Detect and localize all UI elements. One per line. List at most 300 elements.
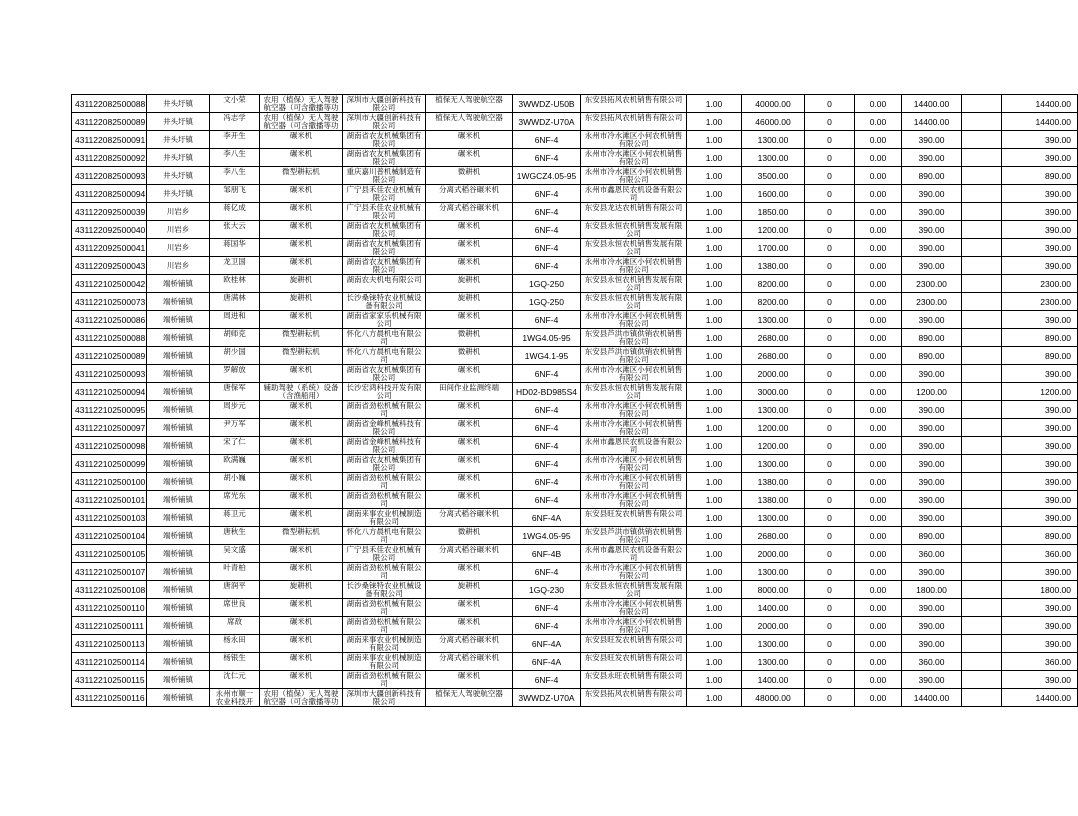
v1-cell: 0 xyxy=(805,239,855,257)
table-row xyxy=(72,527,1078,545)
dealer-cell: 东安县龙达农机销售有限公司 xyxy=(581,203,687,221)
maker-cell: 湖南省劲松机械有限公司 xyxy=(343,671,426,689)
town-cell: 端桥铺镇 xyxy=(147,473,210,491)
dealer-cell: 东安县拓风农机销售有限公司 xyxy=(581,689,687,707)
v1-cell: 0 xyxy=(805,671,855,689)
blank-cell xyxy=(962,95,1002,113)
dealer-cell: 永州市鑫恩民农机设备有限公司 xyxy=(581,437,687,455)
table-row xyxy=(72,347,1078,365)
dealer-cell: 东安县永恒农机销售发展有限公司 xyxy=(581,293,687,311)
price-cell: 3500.00 xyxy=(742,167,805,185)
v1-cell: 0 xyxy=(805,95,855,113)
name-cell: 席敌 xyxy=(210,617,260,635)
v1-cell: 0 xyxy=(805,527,855,545)
table-row xyxy=(72,689,1078,707)
v1-cell: 0 xyxy=(805,347,855,365)
id-cell: 431122102500097 xyxy=(72,419,147,437)
id-cell: 431122102500088 xyxy=(72,329,147,347)
id-cell: 431122102500101 xyxy=(72,491,147,509)
item-cell: 碾米机 xyxy=(260,617,343,635)
v2-cell: 0.00 xyxy=(855,455,902,473)
type-cell: 碾米机 xyxy=(426,671,513,689)
town-cell: 端桥铺镇 xyxy=(147,491,210,509)
dealer-cell: 永州市冷水滩区小何农机销售有限公司 xyxy=(581,167,687,185)
v1-cell: 0 xyxy=(805,419,855,437)
model-cell: 6NF-4 xyxy=(513,455,581,473)
maker-cell: 广宁县禾佳农业机械有限公司 xyxy=(343,203,426,221)
id-cell: 431122102500116 xyxy=(72,689,147,707)
item-cell: 碾米机 xyxy=(260,419,343,437)
dealer-cell: 东安县永恒农机销售发展有限公司 xyxy=(581,239,687,257)
price-cell: 1300.00 xyxy=(742,563,805,581)
model-cell: 3WWDZ-U50B xyxy=(513,95,581,113)
v2-cell: 0.00 xyxy=(855,239,902,257)
price-cell: 8200.00 xyxy=(742,293,805,311)
town-cell: 端桥铺镇 xyxy=(147,311,210,329)
type-cell: 分离式稻谷碾米机 xyxy=(426,203,513,221)
qty-cell: 1.00 xyxy=(687,113,742,131)
subsidy-cell: 390.00 xyxy=(902,491,962,509)
model-cell: 6NF-4A xyxy=(513,635,581,653)
name-cell: 文小荣 xyxy=(210,95,260,113)
type-cell: 碾米机 xyxy=(426,437,513,455)
total-cell: 390.00 xyxy=(1002,149,1078,167)
dealer-cell: 永州市鑫恩民农机设备有限公司 xyxy=(581,185,687,203)
model-cell: 6NF-4 xyxy=(513,491,581,509)
name-cell: 杨永田 xyxy=(210,635,260,653)
id-cell: 431122082500088 xyxy=(72,95,147,113)
name-cell: 张大云 xyxy=(210,221,260,239)
id-cell: 431122092500039 xyxy=(72,203,147,221)
v2-cell: 0.00 xyxy=(855,689,902,707)
table-row xyxy=(72,419,1078,437)
v1-cell: 0 xyxy=(805,437,855,455)
model-cell: 1GQ-250 xyxy=(513,293,581,311)
type-cell: 碾米机 xyxy=(426,239,513,257)
qty-cell: 1.00 xyxy=(687,149,742,167)
model-cell: 1WG4.1-95 xyxy=(513,347,581,365)
v1-cell: 0 xyxy=(805,167,855,185)
qty-cell: 1.00 xyxy=(687,347,742,365)
type-cell: 旋耕机 xyxy=(426,293,513,311)
name-cell: 唐满林 xyxy=(210,293,260,311)
subsidy-cell: 390.00 xyxy=(902,419,962,437)
qty-cell: 1.00 xyxy=(687,527,742,545)
price-cell: 1380.00 xyxy=(742,491,805,509)
blank-cell xyxy=(962,455,1002,473)
v1-cell: 0 xyxy=(805,113,855,131)
town-cell: 川岩乡 xyxy=(147,257,210,275)
dealer-cell: 永州市冷水滩区小何农机销售有限公司 xyxy=(581,365,687,383)
dealer-cell: 东安县芦洪市镇供销农机销售有限公司 xyxy=(581,347,687,365)
id-cell: 431122102500115 xyxy=(72,671,147,689)
model-cell: 6NF-4 xyxy=(513,185,581,203)
table-row xyxy=(72,311,1078,329)
model-cell: 6NF-4 xyxy=(513,239,581,257)
type-cell: 碾米机 xyxy=(426,455,513,473)
blank-cell xyxy=(962,545,1002,563)
table-row xyxy=(72,149,1078,167)
maker-cell: 湖南来事农业机械制造有限公司 xyxy=(343,653,426,671)
table-row xyxy=(72,113,1078,131)
town-cell: 端桥铺镇 xyxy=(147,437,210,455)
blank-cell xyxy=(962,329,1002,347)
qty-cell: 1.00 xyxy=(687,329,742,347)
type-cell: 微耕机 xyxy=(426,329,513,347)
type-cell: 微耕机 xyxy=(426,167,513,185)
town-cell: 端桥铺镇 xyxy=(147,545,210,563)
town-cell: 端桥铺镇 xyxy=(147,329,210,347)
item-cell: 碾米机 xyxy=(260,311,343,329)
price-cell: 1200.00 xyxy=(742,221,805,239)
maker-cell: 广宁县禾佳农业机械有限公司 xyxy=(343,545,426,563)
town-cell: 端桥铺镇 xyxy=(147,419,210,437)
name-cell: 席光东 xyxy=(210,491,260,509)
maker-cell: 湖南来事农业机械制造有限公司 xyxy=(343,635,426,653)
town-cell: 井头圩镇 xyxy=(147,113,210,131)
blank-cell xyxy=(962,473,1002,491)
total-cell: 390.00 xyxy=(1002,509,1078,527)
v2-cell: 0.00 xyxy=(855,329,902,347)
item-cell: 微型耕耘机 xyxy=(260,347,343,365)
id-cell: 431122082500091 xyxy=(72,131,147,149)
type-cell: 碾米机 xyxy=(426,617,513,635)
table-row xyxy=(72,275,1078,293)
dealer-cell: 永州市冷水滩区小何农机销售有限公司 xyxy=(581,455,687,473)
price-cell: 1300.00 xyxy=(742,455,805,473)
item-cell: 农用（植保）无人驾驶航空器（可含撒播等功 xyxy=(260,113,343,131)
type-cell: 植保无人驾驶航空器 xyxy=(426,689,513,707)
price-cell: 2000.00 xyxy=(742,545,805,563)
model-cell: 1GQ-230 xyxy=(513,581,581,599)
table-row xyxy=(72,239,1078,257)
type-cell: 旋耕机 xyxy=(426,275,513,293)
dealer-cell: 永州市鑫恩民农机设备有限公司 xyxy=(581,545,687,563)
name-cell: 龙卫国 xyxy=(210,257,260,275)
maker-cell: 长沙宏鸿科技开发有限公司 xyxy=(343,383,426,401)
type-cell: 微耕机 xyxy=(426,527,513,545)
town-cell: 端桥铺镇 xyxy=(147,653,210,671)
type-cell: 分离式稻谷碾米机 xyxy=(426,185,513,203)
total-cell: 1800.00 xyxy=(1002,581,1078,599)
town-cell: 井头圩镇 xyxy=(147,185,210,203)
v1-cell: 0 xyxy=(805,563,855,581)
v1-cell: 0 xyxy=(805,689,855,707)
dealer-cell: 永州市冷水滩区小何农机销售有限公司 xyxy=(581,617,687,635)
blank-cell xyxy=(962,419,1002,437)
subsidy-cell: 890.00 xyxy=(902,527,962,545)
type-cell: 分离式稻谷碾米机 xyxy=(426,509,513,527)
total-cell: 14400.00 xyxy=(1002,689,1078,707)
total-cell: 390.00 xyxy=(1002,221,1078,239)
total-cell: 890.00 xyxy=(1002,329,1078,347)
blank-cell xyxy=(962,149,1002,167)
v1-cell: 0 xyxy=(805,581,855,599)
qty-cell: 1.00 xyxy=(687,617,742,635)
item-cell: 碾米机 xyxy=(260,509,343,527)
model-cell: 6NF-4 xyxy=(513,401,581,419)
subsidy-cell: 390.00 xyxy=(902,203,962,221)
blank-cell xyxy=(962,401,1002,419)
total-cell: 1200.00 xyxy=(1002,383,1078,401)
subsidy-cell: 390.00 xyxy=(902,257,962,275)
town-cell: 川岩乡 xyxy=(147,239,210,257)
subsidy-cell: 390.00 xyxy=(902,149,962,167)
model-cell: 6NF-4 xyxy=(513,131,581,149)
maker-cell: 怀化八方晨机电有限公司 xyxy=(343,329,426,347)
blank-cell xyxy=(962,257,1002,275)
subsidy-cell: 2300.00 xyxy=(902,293,962,311)
maker-cell: 湖南省农友机械集团有限公司 xyxy=(343,221,426,239)
subsidy-cell: 390.00 xyxy=(902,185,962,203)
v1-cell: 0 xyxy=(805,311,855,329)
subsidy-cell: 890.00 xyxy=(902,347,962,365)
total-cell: 390.00 xyxy=(1002,203,1078,221)
subsidy-cell: 390.00 xyxy=(902,437,962,455)
model-cell: 6NF-4 xyxy=(513,599,581,617)
item-cell: 微型耕耘机 xyxy=(260,329,343,347)
name-cell: 唐润平 xyxy=(210,581,260,599)
price-cell: 1600.00 xyxy=(742,185,805,203)
maker-cell: 湖南来事农业机械制造有限公司 xyxy=(343,509,426,527)
blank-cell xyxy=(962,383,1002,401)
name-cell: 宋了仁 xyxy=(210,437,260,455)
qty-cell: 1.00 xyxy=(687,473,742,491)
qty-cell: 1.00 xyxy=(687,365,742,383)
subsidy-cell: 14400.00 xyxy=(902,689,962,707)
v1-cell: 0 xyxy=(805,257,855,275)
name-cell: 杨银生 xyxy=(210,653,260,671)
table-row xyxy=(72,131,1078,149)
dealer-cell: 东安县永恒农机销售发展有限公司 xyxy=(581,581,687,599)
price-cell: 1300.00 xyxy=(742,149,805,167)
blank-cell xyxy=(962,563,1002,581)
item-cell: 碾米机 xyxy=(260,203,343,221)
v1-cell: 0 xyxy=(805,221,855,239)
model-cell: 1WG4.05-95 xyxy=(513,329,581,347)
item-cell: 农用（植保）无人驾驶航空器（可含撒播等功 xyxy=(260,689,343,707)
maker-cell: 湖南省劲松机械有限公司 xyxy=(343,599,426,617)
id-cell: 431122102500110 xyxy=(72,599,147,617)
type-cell: 植保无人驾驶航空器 xyxy=(426,113,513,131)
dealer-cell: 永州市冷水滩区小何农机销售有限公司 xyxy=(581,401,687,419)
subsidy-cell: 1200.00 xyxy=(902,383,962,401)
dealer-cell: 东安县永恒农机销售发展有限公司 xyxy=(581,275,687,293)
blank-cell xyxy=(962,653,1002,671)
table-row xyxy=(72,509,1078,527)
id-cell: 431122102500093 xyxy=(72,365,147,383)
id-cell: 431122102500098 xyxy=(72,437,147,455)
subsidy-cell: 390.00 xyxy=(902,221,962,239)
v2-cell: 0.00 xyxy=(855,275,902,293)
maker-cell: 湖南省劲松机械有限公司 xyxy=(343,401,426,419)
blank-cell xyxy=(962,275,1002,293)
maker-cell: 怀化八方晨机电有限公司 xyxy=(343,347,426,365)
maker-cell: 长沙桑铼特农业机械设备有限公司 xyxy=(343,293,426,311)
dealer-cell: 东安县旺发农机销售有限公司 xyxy=(581,635,687,653)
v2-cell: 0.00 xyxy=(855,293,902,311)
price-cell: 1300.00 xyxy=(742,509,805,527)
subsidy-cell: 390.00 xyxy=(902,509,962,527)
subsidy-cell: 390.00 xyxy=(902,311,962,329)
town-cell: 端桥铺镇 xyxy=(147,455,210,473)
v2-cell: 0.00 xyxy=(855,167,902,185)
model-cell: 6NF-4 xyxy=(513,149,581,167)
id-cell: 431122102500086 xyxy=(72,311,147,329)
qty-cell: 1.00 xyxy=(687,239,742,257)
qty-cell: 1.00 xyxy=(687,653,742,671)
subsidy-cell: 390.00 xyxy=(902,635,962,653)
model-cell: 1WG4.05-95 xyxy=(513,527,581,545)
id-cell: 431122102500108 xyxy=(72,581,147,599)
town-cell: 井头圩镇 xyxy=(147,149,210,167)
id-cell: 431122102500105 xyxy=(72,545,147,563)
price-cell: 2680.00 xyxy=(742,347,805,365)
name-cell: 唐秋生 xyxy=(210,527,260,545)
item-cell: 碾米机 xyxy=(260,491,343,509)
maker-cell: 重庆嘉川普机械制造有限公司 xyxy=(343,167,426,185)
item-cell: 碾米机 xyxy=(260,221,343,239)
maker-cell: 湖南省金峰机械科技有限公司 xyxy=(343,437,426,455)
blank-cell xyxy=(962,689,1002,707)
name-cell: 沈仁元 xyxy=(210,671,260,689)
table-body xyxy=(72,95,1078,707)
table-row xyxy=(72,563,1078,581)
qty-cell: 1.00 xyxy=(687,437,742,455)
id-cell: 431122082500094 xyxy=(72,185,147,203)
dealer-cell: 东安县永恒农机销售发展有限公司 xyxy=(581,221,687,239)
total-cell: 390.00 xyxy=(1002,311,1078,329)
total-cell: 390.00 xyxy=(1002,473,1078,491)
blank-cell xyxy=(962,203,1002,221)
dealer-cell: 永州市冷水滩区小何农机销售有限公司 xyxy=(581,563,687,581)
v1-cell: 0 xyxy=(805,401,855,419)
v2-cell: 0.00 xyxy=(855,221,902,239)
name-cell: 周进和 xyxy=(210,311,260,329)
table-row xyxy=(72,599,1078,617)
name-cell: 尹万军 xyxy=(210,419,260,437)
type-cell: 碾米机 xyxy=(426,419,513,437)
name-cell: 席世良 xyxy=(210,599,260,617)
subsidy-cell: 390.00 xyxy=(902,401,962,419)
total-cell: 390.00 xyxy=(1002,491,1078,509)
v2-cell: 0.00 xyxy=(855,365,902,383)
type-cell: 分离式稻谷碾米机 xyxy=(426,653,513,671)
type-cell: 植保无人驾驶航空器 xyxy=(426,95,513,113)
town-cell: 端桥铺镇 xyxy=(147,671,210,689)
model-cell: 3WWDZ-U70A xyxy=(513,689,581,707)
v2-cell: 0.00 xyxy=(855,419,902,437)
id-cell: 431122082500092 xyxy=(72,149,147,167)
subsidy-cell: 390.00 xyxy=(902,455,962,473)
subsidy-cell: 390.00 xyxy=(902,131,962,149)
id-cell: 431122102500094 xyxy=(72,383,147,401)
dealer-cell: 东安县芦洪市镇供销农机销售有限公司 xyxy=(581,329,687,347)
price-cell: 1380.00 xyxy=(742,257,805,275)
v1-cell: 0 xyxy=(805,509,855,527)
model-cell: 6NF-4 xyxy=(513,473,581,491)
qty-cell: 1.00 xyxy=(687,545,742,563)
blank-cell xyxy=(962,311,1002,329)
v2-cell: 0.00 xyxy=(855,347,902,365)
blank-cell xyxy=(962,509,1002,527)
v2-cell: 0.00 xyxy=(855,149,902,167)
v1-cell: 0 xyxy=(805,545,855,563)
town-cell: 井头圩镇 xyxy=(147,167,210,185)
subsidy-cell: 390.00 xyxy=(902,671,962,689)
town-cell: 端桥铺镇 xyxy=(147,401,210,419)
id-cell: 431122102500095 xyxy=(72,401,147,419)
type-cell: 碾米机 xyxy=(426,131,513,149)
price-cell: 2680.00 xyxy=(742,527,805,545)
maker-cell: 湖南省家家乐机械有限公司 xyxy=(343,311,426,329)
model-cell: 6NF-4 xyxy=(513,257,581,275)
model-cell: 6NF-4 xyxy=(513,437,581,455)
id-cell: 431122102500100 xyxy=(72,473,147,491)
town-cell: 端桥铺镇 xyxy=(147,347,210,365)
item-cell: 碾米机 xyxy=(260,455,343,473)
v1-cell: 0 xyxy=(805,365,855,383)
blank-cell xyxy=(962,671,1002,689)
name-cell: 蒋卫元 xyxy=(210,509,260,527)
name-cell: 蒋国华 xyxy=(210,239,260,257)
qty-cell: 1.00 xyxy=(687,203,742,221)
town-cell: 端桥铺镇 xyxy=(147,527,210,545)
price-cell: 1380.00 xyxy=(742,473,805,491)
table-row xyxy=(72,581,1078,599)
v2-cell: 0.00 xyxy=(855,473,902,491)
v1-cell: 0 xyxy=(805,599,855,617)
price-cell: 1300.00 xyxy=(742,653,805,671)
type-cell: 碾米机 xyxy=(426,473,513,491)
name-cell: 周步元 xyxy=(210,401,260,419)
subsidy-cell: 360.00 xyxy=(902,545,962,563)
name-cell: 冯志学 xyxy=(210,113,260,131)
total-cell: 390.00 xyxy=(1002,419,1078,437)
town-cell: 端桥铺镇 xyxy=(147,617,210,635)
total-cell: 390.00 xyxy=(1002,365,1078,383)
id-cell: 431122102500113 xyxy=(72,635,147,653)
total-cell: 390.00 xyxy=(1002,617,1078,635)
table-row xyxy=(72,455,1078,473)
table-row xyxy=(72,257,1078,275)
qty-cell: 1.00 xyxy=(687,509,742,527)
item-cell: 碾米机 xyxy=(260,653,343,671)
price-cell: 1400.00 xyxy=(742,599,805,617)
v1-cell: 0 xyxy=(805,185,855,203)
v2-cell: 0.00 xyxy=(855,581,902,599)
qty-cell: 1.00 xyxy=(687,131,742,149)
subsidy-table xyxy=(71,94,1078,707)
blank-cell xyxy=(962,347,1002,365)
total-cell: 390.00 xyxy=(1002,563,1078,581)
v2-cell: 0.00 xyxy=(855,185,902,203)
v1-cell: 0 xyxy=(805,455,855,473)
qty-cell: 1.00 xyxy=(687,689,742,707)
town-cell: 端桥铺镇 xyxy=(147,599,210,617)
v2-cell: 0.00 xyxy=(855,563,902,581)
blank-cell xyxy=(962,437,1002,455)
town-cell: 端桥铺镇 xyxy=(147,635,210,653)
model-cell: 6NF-4 xyxy=(513,311,581,329)
model-cell: 6NF-4B xyxy=(513,545,581,563)
name-cell: 蒋亿成 xyxy=(210,203,260,221)
blank-cell xyxy=(962,599,1002,617)
item-cell: 碾米机 xyxy=(260,671,343,689)
town-cell: 端桥铺镇 xyxy=(147,275,210,293)
model-cell: 6NF-4A xyxy=(513,509,581,527)
price-cell: 1300.00 xyxy=(742,311,805,329)
